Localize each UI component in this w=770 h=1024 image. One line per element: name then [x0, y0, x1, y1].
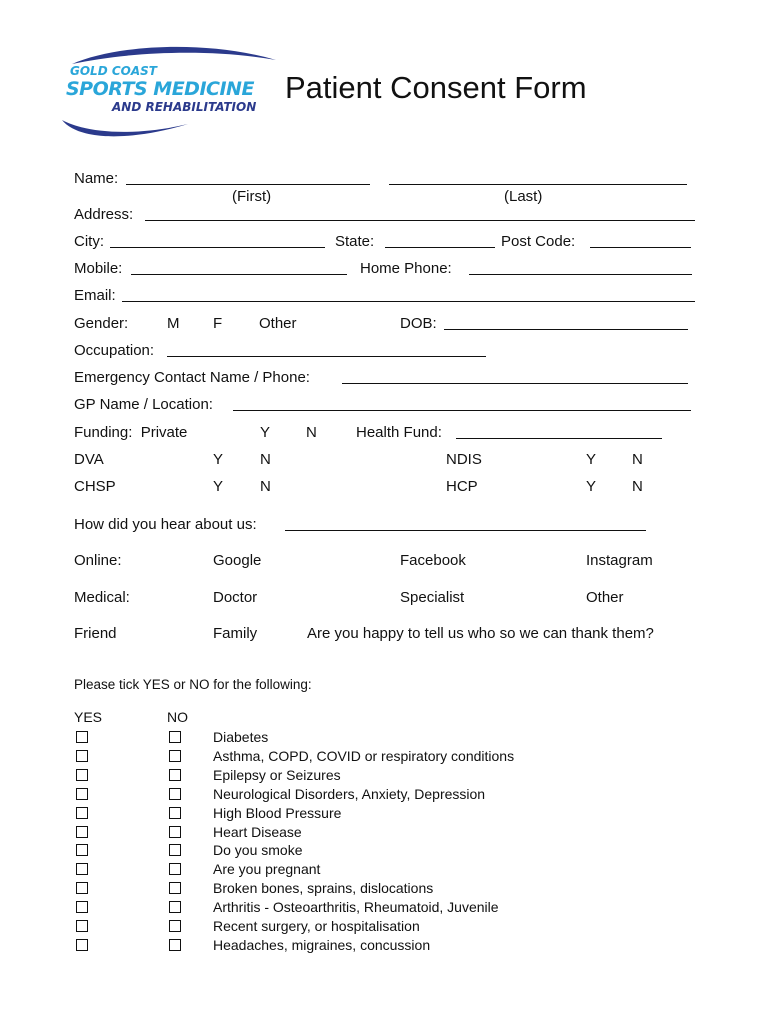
medical-label: Medical: [74, 589, 130, 606]
gp-label: GP Name / Location: [74, 396, 213, 413]
emergency-label: Emergency Contact Name / Phone: [74, 369, 310, 386]
friend-option[interactable]: Friend [74, 625, 117, 642]
yes-checkbox[interactable] [76, 844, 88, 856]
state-field[interactable] [385, 247, 495, 248]
no-checkbox[interactable] [169, 769, 181, 781]
first-name-field[interactable] [126, 184, 370, 185]
yes-checkbox[interactable] [76, 901, 88, 913]
chsp-no-option[interactable]: N [260, 478, 271, 495]
gender-f-option[interactable]: F [213, 315, 223, 332]
name-label: Name: [74, 170, 119, 187]
last-name-field[interactable] [389, 184, 687, 185]
mobile-field[interactable] [131, 274, 347, 275]
yes-checkbox[interactable] [76, 769, 88, 781]
google-option[interactable]: Google [213, 552, 262, 569]
occupation-label: Occupation: [74, 342, 155, 359]
dva-yes-option[interactable]: Y [213, 451, 224, 468]
instagram-option[interactable]: Instagram [586, 552, 653, 569]
specialist-option[interactable]: Specialist [400, 589, 465, 606]
hcp-yes-option[interactable]: Y [586, 478, 597, 495]
yes-header: YES [74, 709, 103, 725]
yes-checkbox[interactable] [76, 863, 88, 875]
yes-checkbox[interactable] [76, 882, 88, 894]
no-checkbox[interactable] [169, 939, 181, 951]
chsp-yes-option[interactable]: Y [213, 478, 224, 495]
last-caption: (Last) [504, 188, 543, 205]
health-fund-field[interactable] [456, 438, 662, 439]
no-checkbox[interactable] [169, 901, 181, 913]
funding-label: Funding: Private [74, 424, 188, 441]
online-label: Online: [74, 552, 122, 569]
yes-checkbox[interactable] [76, 807, 88, 819]
dob-label: DOB: [400, 315, 437, 332]
hcp-label: HCP [446, 478, 478, 495]
condition-label: Diabetes [213, 729, 269, 745]
yes-checkbox[interactable] [76, 750, 88, 762]
no-checkbox[interactable] [169, 882, 181, 894]
no-checkbox[interactable] [169, 826, 181, 838]
ndis-no-option[interactable]: N [632, 451, 643, 468]
no-checkbox[interactable] [169, 920, 181, 932]
condition-label: Are you pregnant [213, 861, 321, 878]
page-title: Patient Consent Form [285, 70, 587, 105]
email-field[interactable] [122, 301, 695, 302]
yes-checkbox[interactable] [76, 788, 88, 800]
dva-no-option[interactable]: N [260, 451, 271, 468]
conditions-instruction: Please tick YES or NO for the following: [74, 677, 312, 692]
logo [58, 42, 283, 142]
condition-label: Arthritis - Osteoarthritis, Rheumatoid, Juvenile [213, 899, 499, 916]
yes-checkbox[interactable] [76, 731, 88, 743]
no-checkbox[interactable] [169, 731, 181, 743]
condition-label: Neurological Disorders, Anxiety, Depression [213, 785, 486, 802]
city-field[interactable] [110, 247, 325, 248]
condition-label: Heart Disease [213, 823, 302, 840]
postcode-field[interactable] [590, 247, 691, 248]
funding-yes-option[interactable]: Y [260, 424, 271, 441]
email-label: Email: [74, 287, 116, 304]
no-checkbox[interactable] [169, 844, 181, 856]
family-option[interactable]: Family [213, 625, 258, 642]
facebook-option[interactable]: Facebook [400, 552, 466, 569]
condition-label: Broken bones, sprains, dislocations [213, 880, 434, 897]
no-checkbox[interactable] [169, 807, 181, 819]
ndis-yes-option[interactable]: Y [586, 451, 597, 468]
no-header: NO [167, 709, 188, 725]
yes-checkbox[interactable] [76, 920, 88, 932]
condition-label: Epilepsy or Seizures [213, 766, 341, 783]
address-field[interactable] [145, 220, 695, 221]
condition-label: Asthma, COPD, COVID or respiratory conditions [213, 747, 515, 764]
city-label: City: [74, 233, 104, 250]
mobile-label: Mobile: [74, 260, 123, 277]
home-phone-field[interactable] [469, 274, 692, 275]
condition-label: Headaches, migraines, concussion [213, 936, 431, 953]
first-caption: (First) [232, 188, 272, 205]
hcp-no-option[interactable]: N [632, 478, 643, 495]
doctor-option[interactable]: Doctor [213, 589, 258, 606]
logo-line1: GOLD COAST [70, 64, 157, 78]
condition-label: High Blood Pressure [213, 804, 342, 821]
condition-label: Do you smoke [213, 842, 303, 859]
logo-line2: SPORTS MEDICINE [66, 78, 254, 100]
logo-line3: AND REHABILITATION [112, 100, 257, 114]
gp-field[interactable] [233, 410, 691, 411]
gender-label: Gender: [74, 315, 129, 332]
occupation-field[interactable] [167, 356, 486, 357]
state-label: State: [335, 233, 375, 250]
chsp-label: CHSP [74, 478, 116, 495]
yes-checkbox[interactable] [76, 939, 88, 951]
no-checkbox[interactable] [169, 863, 181, 875]
home-phone-label: Home Phone: [360, 260, 452, 277]
funding-no-option[interactable]: N [306, 424, 317, 441]
condition-label: Recent surgery, or hospitalisation [213, 918, 420, 934]
hear-question: How did you hear about us: [74, 516, 257, 533]
health-fund-label: Health Fund: [356, 424, 442, 441]
postcode-label: Post Code: [501, 233, 576, 250]
other-option[interactable]: Other [586, 589, 624, 606]
ndis-label: NDIS [446, 451, 482, 468]
dva-label: DVA [74, 451, 104, 468]
address-label: Address: [74, 206, 134, 223]
dob-field[interactable] [444, 329, 688, 330]
no-checkbox[interactable] [169, 750, 181, 762]
thank-question: Are you happy to tell us who so we can thank them? [307, 625, 654, 642]
hear-field[interactable] [285, 530, 646, 531]
gender-m-option[interactable]: M [167, 315, 180, 332]
yes-checkbox[interactable] [76, 826, 88, 838]
emergency-field[interactable] [342, 383, 688, 384]
no-checkbox[interactable] [169, 788, 181, 800]
gender-other-option[interactable]: Other [259, 315, 297, 332]
